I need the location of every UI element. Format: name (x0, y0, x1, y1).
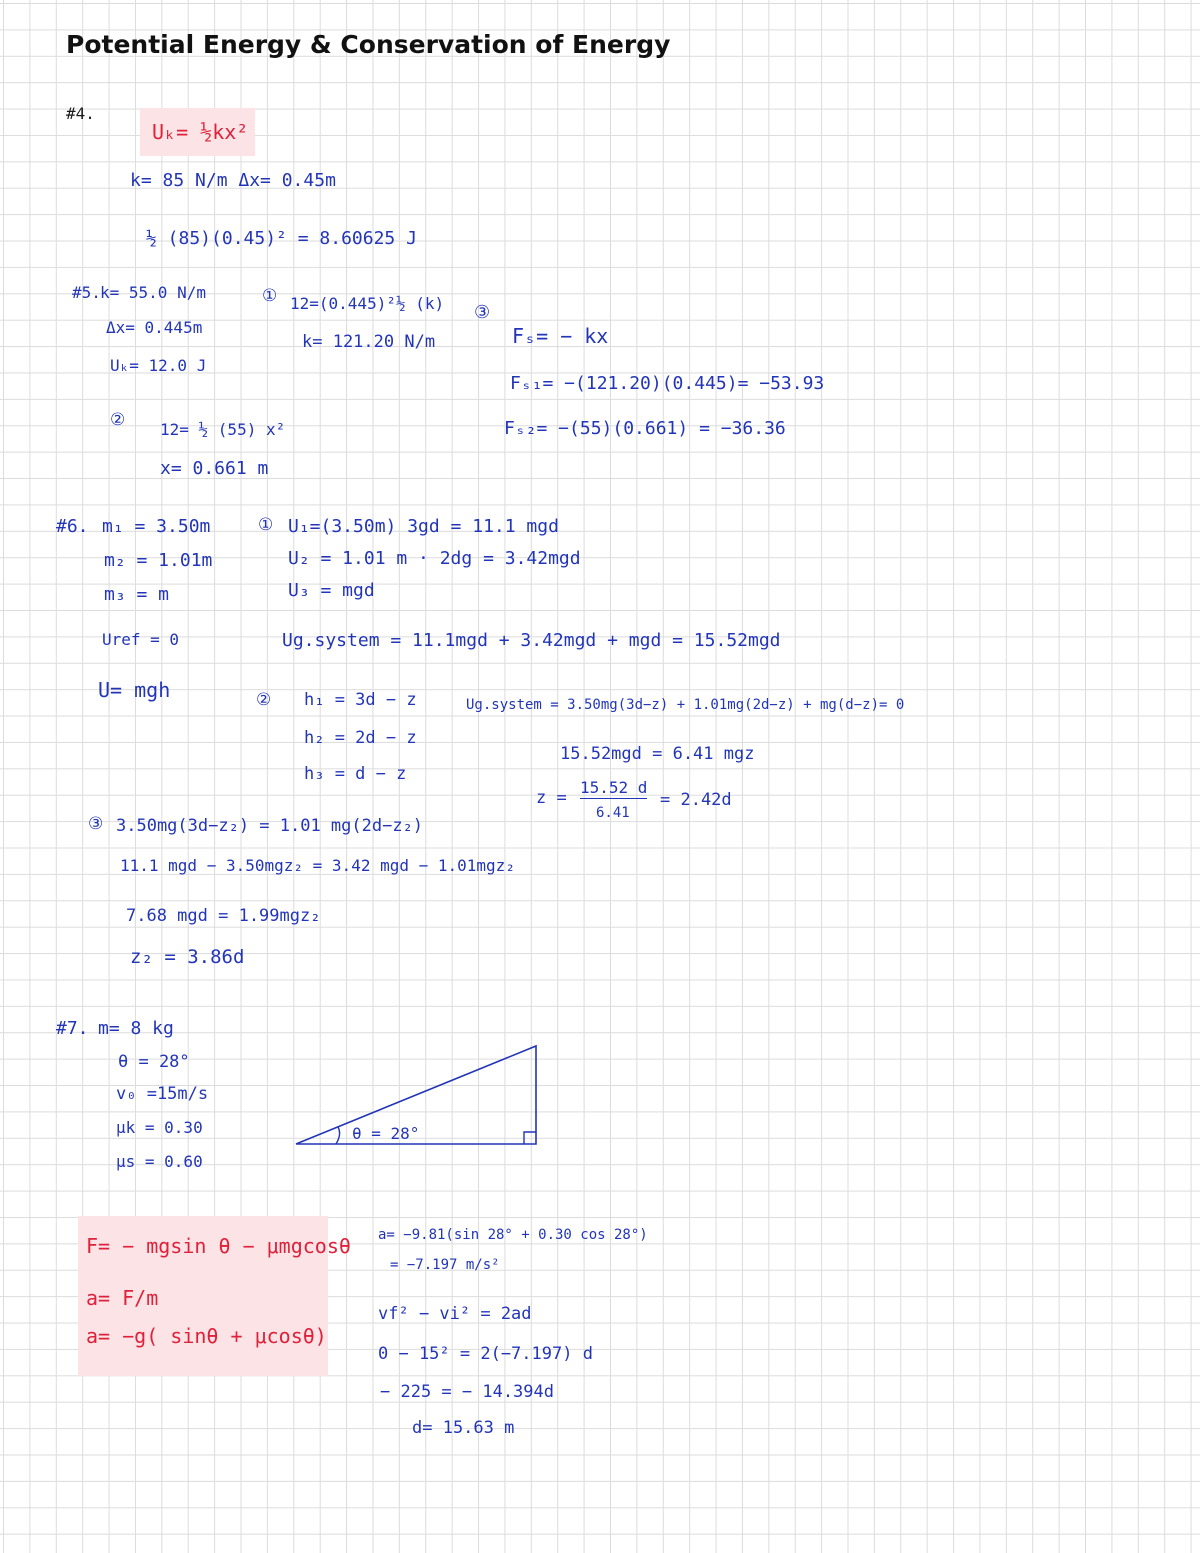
p7-calc-6: d= 15.63 m (412, 1418, 515, 1438)
p6-m2: m₂ = 1.01m (104, 550, 213, 571)
p7-calc-1: a= −9.81(sin 28° + 0.30 cos 28°) (378, 1227, 648, 1243)
p5-dx: Δx= 0.445m (106, 318, 203, 337)
p6-u: U= mgh (98, 678, 171, 702)
p7-calc-4: 0 − 15² = 2(−7.197) d (378, 1344, 593, 1364)
p6-step1-label: ① (258, 515, 274, 535)
p6-step2-label: ② (256, 690, 272, 710)
p5-step3-label: ③ (474, 302, 491, 323)
p5-step3-line3: Fₛ₂= −(55)(0.661) = −36.36 (504, 418, 786, 439)
p5-step2-line1: 12= ½ (55) x² (160, 420, 286, 439)
p6-step2-h2: h₂ = 2d − z (304, 728, 417, 748)
p6-step2-h3: h₃ = d − z (304, 764, 407, 784)
angle-arc (336, 1127, 340, 1144)
p5-step3-line1: Fₛ= − kx (512, 324, 609, 348)
p6-step2-z-result: = 2.42d (660, 790, 732, 810)
p7-mass: m= 8 kg (98, 1018, 174, 1039)
p7-triangle-label: θ = 28° (352, 1124, 420, 1143)
p6-step1-line1: U₁=(3.50m) 3gd = 11.1 mgd (288, 516, 559, 537)
p6-step3-line2: 11.1 mgd − 3.50mgz₂ = 3.42 mgd − 1.01mgz₂ (120, 856, 515, 875)
problem-5-number: #5. (72, 283, 101, 302)
p7-force-formula: F= − mgsin θ − μmgcosθ (86, 1234, 351, 1258)
p5-k: k= 55.0 N/m (100, 283, 206, 302)
p7-accel-def: a= F/m (86, 1286, 159, 1310)
p4-formula: Uₖ= ½kx² (152, 120, 249, 144)
p7-accel-formula: a= −g( sinθ + μcosθ) (86, 1324, 327, 1348)
p6-step2-z-lhs: z = (536, 788, 567, 808)
p6-step2-z-denominator: 6.41 (596, 805, 630, 821)
p6-step3-line4: z₂ = 3.86d (130, 946, 245, 968)
problem-7-number: #7. (56, 1018, 89, 1039)
p6-m1: m₁ = 3.50m (102, 516, 211, 537)
p6-step3-line3: 7.68 mgd = 1.99mgz₂ (126, 906, 321, 926)
p6-step2-z-numerator: 15.52 d (580, 778, 648, 797)
p5-uk: Uₖ= 12.0 J (110, 356, 207, 375)
p7-calc-2: = −7.197 m/s² (390, 1257, 500, 1273)
p6-uref: Uref = 0 (102, 630, 180, 649)
right-angle-mark (524, 1132, 536, 1144)
p4-given: k= 85 N/m Δx= 0.45m (130, 170, 336, 191)
p5-step1-label: ① (262, 286, 278, 306)
problem-4-number: #4. (66, 104, 95, 123)
p4-calc: ½ (85)(0.45)² = 8.60625 J (146, 228, 417, 249)
p6-step1-line2: U₂ = 1.01 m · 2dg = 3.42mgd (288, 548, 581, 569)
p5-step3-line2: Fₛ₁= −(121.20)(0.445)= −53.93 (510, 373, 825, 394)
p5-step2-label: ② (110, 410, 126, 430)
p6-step2-system: Ug.system = 3.50mg(3d−z) + 1.01mg(2d−z) + mg(d−z)= 0 (466, 697, 905, 713)
p6-step2-h1: h₁ = 3d − z (304, 690, 417, 710)
incline-triangle-diagram (290, 1040, 550, 1150)
p6-step3-line1: 3.50mg(3d−z₂) = 1.01 mg(2d−z₂) (116, 816, 424, 836)
p7-mu-k: μk = 0.30 (116, 1118, 203, 1137)
p7-calc-5: − 225 = − 14.394d (380, 1382, 554, 1402)
page-title: Potential Energy & Conservation of Energy (66, 30, 671, 59)
p6-step2-eq: 15.52mgd = 6.41 mgz (560, 744, 755, 764)
p6-step1-line3: U₃ = mgd (288, 580, 375, 601)
p6-step1-line4: Ug.system = 11.1mgd + 3.42mgd + mgd = 15.52mgd (282, 630, 781, 651)
problem-6-number: #6. (56, 516, 89, 537)
p5-step1-line1: 12=(0.445)²½ (k) (290, 294, 445, 313)
p7-v0: v₀ =15m/s (116, 1084, 209, 1104)
p7-mu-s: μs = 0.60 (116, 1152, 203, 1171)
p5-step2-line2: x= 0.661 m (160, 458, 269, 479)
p7-theta: θ = 28° (118, 1052, 190, 1072)
p7-calc-3: vf² − vi² = 2ad (378, 1304, 532, 1324)
p5-step1-line2: k= 121.20 N/m (302, 332, 436, 352)
p6-step3-label: ③ (88, 814, 104, 834)
p6-m3: m₃ = m (104, 584, 170, 605)
